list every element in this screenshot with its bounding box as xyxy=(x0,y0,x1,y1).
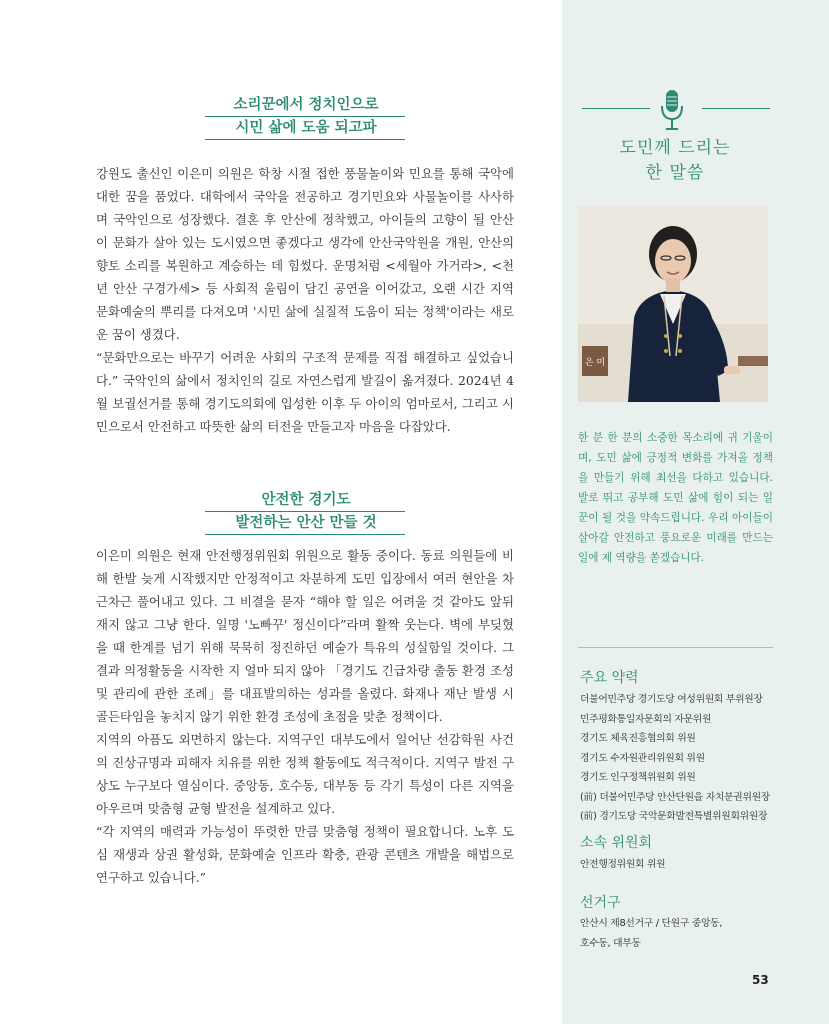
heading-underline xyxy=(205,534,405,535)
paragraph: 강원도 출신인 이은미 의원은 학창 시절 접한 풍물놀이와 민요를 통해 국악에 대한 꿈을 품었다. 대학에서 국악을 전공하고 경기민요와 사물놀이를 사사하며 국악인으로 성장했다. 결혼 후 안산에 정착했고, 아이들의 고향이 될 안산이 문화가 살아 있는 도시였으면 좋겠다고 생각에 안산국악원을 개원, 안산의 향토 소리를 복원하고 계승하는 데 힘썼다. 운명처럼 <세월아 가거라>, <천년 안산 구경가세> 등 사회적 울림이 담긴 공연을 이어갔고, 오랜 시간 지역 문화예술의 뿌리를 다져오며 '시민 삶에 실질적 도움이 되는 정책'이라는 새로운 꿈이 생겼다. xyxy=(96,166,514,342)
panel-title-line-1: 도민께 드리는 xyxy=(619,138,731,158)
portrait-photo xyxy=(578,206,768,402)
list-item: 안전행정위원회 위원 xyxy=(580,859,666,870)
list-item: 경기도 인구정책위원회 위원 xyxy=(580,772,696,783)
list-item: 민주평화통일자문회의 자문위원 xyxy=(580,713,712,725)
list-item: (前) 경기도당 국악문화발전특별위원회위원장 xyxy=(580,811,768,822)
career-title: 주요 약력 xyxy=(580,670,639,686)
portrait-illustration xyxy=(578,206,768,402)
section-2-body xyxy=(96,544,514,889)
page-number: 53 xyxy=(752,973,769,987)
panel-message: 한 분 한 분의 소중한 목소리에 귀 기울이며, 도민 삶에 긍정적 변화를 가져올 정책을 만들기 위해 최선을 다하고 있습니다. 발로 뛰고 공부해 도민 삶에 힘이 되는 일꾼이 될 것을 약속드립니다. 우리 아이들이 살아갈 안전하고 풍요로운 미래를 만드는 일에 제 역량을 쏟겠습니다. xyxy=(578,432,773,564)
career-list xyxy=(580,690,790,827)
section-heading-2-line-1: 안전한 경기도 xyxy=(261,491,351,508)
section-heading-2-line-2: 발전하는 안산 만들 것 xyxy=(235,514,377,531)
committee-title: 소속 위원회 xyxy=(580,835,653,851)
list-item: 경기도 체육진흥협의회 위원 xyxy=(580,733,696,744)
microphone-icon xyxy=(659,88,685,132)
list-item: 경기도 수자원관리위원회 위원 xyxy=(580,752,705,764)
section-1-body xyxy=(96,162,514,438)
district-list xyxy=(580,914,790,953)
list-item: 안산시 제8선거구 / 단원구 중앙동, xyxy=(580,918,723,929)
divider xyxy=(578,647,773,648)
heading-underline xyxy=(205,116,405,117)
decorative-line xyxy=(582,108,650,109)
list-item: 더불어민주당 경기도당 여성위원회 부위원장 xyxy=(580,694,763,705)
heading-underline xyxy=(205,139,405,140)
paragraph: “각 지역의 매력과 가능성이 뚜렷한 만큼 맞춤형 정책이 필요합니다. 노후 도심 재생과 상권 활성화, 문화예술 인프라 확충, 관광 콘텐츠 개발을 해법으로 연구하고 있습니다.” xyxy=(96,824,514,885)
nameplate-text: 은 미 xyxy=(584,358,606,368)
section-heading-1-line-2: 시민 삶에 도움 되고파 xyxy=(235,119,377,136)
paragraph: “문화만으로는 바꾸기 어려운 사회의 구조적 문제를 직접 해결하고 싶었습니다.” 국악인의 삶에서 정치인의 길로 자연스럽게 발길이 옮겨졌다. 2024년 4월 보궐선거를 통해 경기도의회에 입성한 이후 두 아이의 엄마로서, 그리고 시민으로서 안전하고 따뜻한 삶의 터전을 만들고자 마음을 다잡았다. xyxy=(96,350,514,434)
panel-title-line-2: 한 말씀 xyxy=(645,163,705,183)
paragraph: 이은미 의원은 현재 안전행정위원회 위원으로 활동 중이다. 동료 의원들에 비해 한발 늦게 시작했지만 안정적이고 차분하게 도민 입장에서 여러 현안을 차근차근 풀어내고 있다. 그 비결을 묻자 “해야 할 일은 어려울 것 같아도 앞뒤 재지 않고 그냥 한다. 일명 '노빠꾸' 정신이다”라며 활짝 웃는다. 벽에 부딪혔을 때 한계를 넘기 위해 묵묵히 정진하던 예술가 특유의 성실함일 것이다. 그 결과 의정활동을 시작한 지 얼마 되지 않아 「경기도 긴급차량 출동 환경 조성 및 관리에 관한 조례」를 대표발의하는 성과를 올렸다. 화재나 재난 발생 시 골든타임을 놓치지 않기 위한 환경 조성에 초점을 맞춘 정책이다. xyxy=(96,548,514,724)
section-heading-1-line-1: 소리꾼에서 정치인으로 xyxy=(233,96,379,113)
district-title: 선거구 xyxy=(580,895,621,911)
list-item: 호수동, 대부동 xyxy=(580,937,641,949)
committee-list xyxy=(580,855,790,875)
paragraph: 지역의 아픔도 외면하지 않는다. 지역구인 대부도에서 일어난 선감학원 사건의 진상규명과 피해자 치유를 위한 정책 활동에도 적극적이다. 지역구 발전 구상도 누구보다 열심이다. 중앙동, 호수동, 대부동 등 각기 특성이 다른 지역을 아우르며 맞춤형 균형 발전을 설계하고 있다. xyxy=(96,732,514,816)
heading-underline xyxy=(205,511,405,512)
decorative-line xyxy=(702,108,770,109)
panel-title xyxy=(590,136,760,186)
list-item: (前) 더불어민주당 안산단원을 자치분권위원장 xyxy=(580,791,770,803)
